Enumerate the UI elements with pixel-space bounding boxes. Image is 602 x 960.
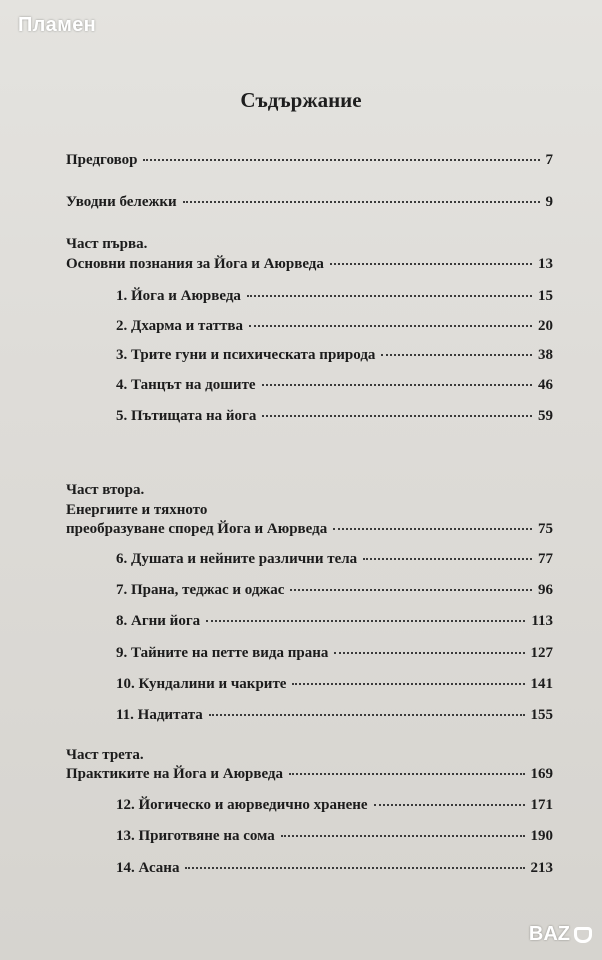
toc-entry-page: 141: [530, 676, 553, 692]
toc-entry-part2-title: [66, 521, 553, 543]
toc-entry-chapter: [116, 707, 553, 729]
dot-leader: [249, 325, 532, 327]
toc-entry-page: 96: [538, 582, 553, 598]
toc-entry-label: 10. Кундалини и чакрите: [116, 676, 287, 692]
toc-entry-label: 7. Прана, теджас и оджас: [116, 582, 285, 598]
toc-entry-page: 75: [538, 521, 553, 537]
bazar-logo: [529, 923, 592, 946]
dot-leader: [292, 683, 524, 685]
dot-leader: [333, 528, 532, 530]
toc-entry-label: Уводни бележки: [66, 194, 177, 210]
dot-leader: [334, 652, 524, 654]
toc-entry-chapter: [116, 318, 553, 340]
dot-leader: [290, 589, 532, 591]
toc-entry-label: 13. Приготвяне на сома: [116, 828, 275, 844]
toc-entry-page: 15: [538, 288, 553, 304]
toc-entry-page: 9: [545, 194, 553, 210]
dot-leader: [289, 773, 524, 775]
toc-entry-page: 169: [530, 766, 553, 782]
toc-entry-label: 9. Тайните на петте вида прана: [116, 645, 329, 661]
toc-entry-page: 59: [538, 408, 553, 424]
toc-entry-label: 12. Йогическо и аюрведично хранене: [116, 797, 368, 813]
dot-leader: [185, 867, 524, 869]
dot-leader: [206, 620, 525, 622]
dot-leader: [209, 714, 525, 716]
dot-leader: [262, 384, 532, 386]
toc-entry-label: 8. Агни йога: [116, 613, 201, 629]
toc-entry-label: преобразуване според Йога и Аюрведа: [66, 521, 328, 537]
part2-title-line1: Енергиите и тяхното: [66, 502, 208, 518]
toc-entry-chapter: [116, 408, 553, 430]
toc-entry-chapter: [116, 288, 553, 310]
toc-entry-chapter: [116, 828, 553, 850]
toc-entry-page: 127: [530, 645, 553, 661]
toc-entry-chapter: [116, 377, 553, 399]
toc-entry-label: 2. Дхарма и таттва: [116, 318, 243, 334]
toc-entry-page: 38: [538, 347, 553, 363]
toc-entry-notes: [66, 194, 553, 216]
watermark: Пламен: [18, 14, 97, 36]
toc-entry-page: 213: [530, 860, 553, 876]
toc-entry-chapter: [116, 582, 553, 604]
toc-entry-chapter: [116, 797, 553, 819]
dot-leader: [143, 159, 539, 161]
toc-entry-label: 1. Йога и Аюрведа: [116, 288, 241, 304]
toc-entry-chapter: [116, 347, 553, 369]
toc-entry-part3-title: [66, 766, 553, 788]
toc-entry-page: 7: [545, 152, 553, 168]
part3-heading: Част трета.: [66, 747, 144, 763]
shopping-bag-icon: [574, 927, 592, 943]
toc-entry-page: 113: [531, 613, 553, 629]
toc-entry-page: 13: [538, 256, 553, 272]
dot-leader: [281, 835, 525, 837]
toc-entry-label: Основни познания за Йога и Аюрведа: [66, 256, 324, 272]
toc-entry-label: Практиките на Йога и Аюрведа: [66, 766, 284, 782]
dot-leader: [262, 415, 532, 417]
dot-leader: [330, 263, 532, 265]
toc-entry-page: 171: [530, 797, 553, 813]
toc-entry-page: 190: [530, 828, 553, 844]
toc-entry-label: 14. Асана: [116, 860, 180, 876]
toc-entry-label: 6. Душата и нейните различни тела: [116, 551, 358, 567]
dot-leader: [363, 558, 532, 560]
dot-leader: [183, 201, 540, 203]
toc-entry-page: 46: [538, 377, 553, 393]
toc-entry-page: 155: [530, 707, 553, 723]
toc-entry-page: 77: [538, 551, 553, 567]
dot-leader: [381, 354, 532, 356]
toc-entry-page: 20: [538, 318, 553, 334]
toc-entry-label: Предговор: [66, 152, 138, 168]
toc-entry-chapter: [116, 860, 553, 882]
part2-heading: Част втора.: [66, 482, 145, 498]
toc-entry-preface: [66, 152, 553, 174]
toc-entry-label: 4. Танцът на дошите: [116, 377, 256, 393]
dot-leader: [247, 295, 532, 297]
toc-entry-chapter: [116, 645, 553, 667]
page-title: Съдържание: [240, 88, 362, 112]
toc-entry-label: 3. Трите гуни и психическата природа: [116, 347, 376, 363]
dot-leader: [374, 804, 525, 806]
part1-heading: Част първа.: [66, 236, 148, 252]
toc-entry-part1-title: [66, 256, 553, 278]
toc-entry-label: 11. Надитата: [116, 707, 203, 723]
toc-entry-chapter: [116, 551, 553, 573]
toc-entry-chapter: [116, 613, 553, 635]
toc-entry-chapter: [116, 676, 553, 698]
toc-entry-label: 5. Пътищата на йога: [116, 408, 257, 424]
logo-text: BAZ: [528, 923, 570, 945]
